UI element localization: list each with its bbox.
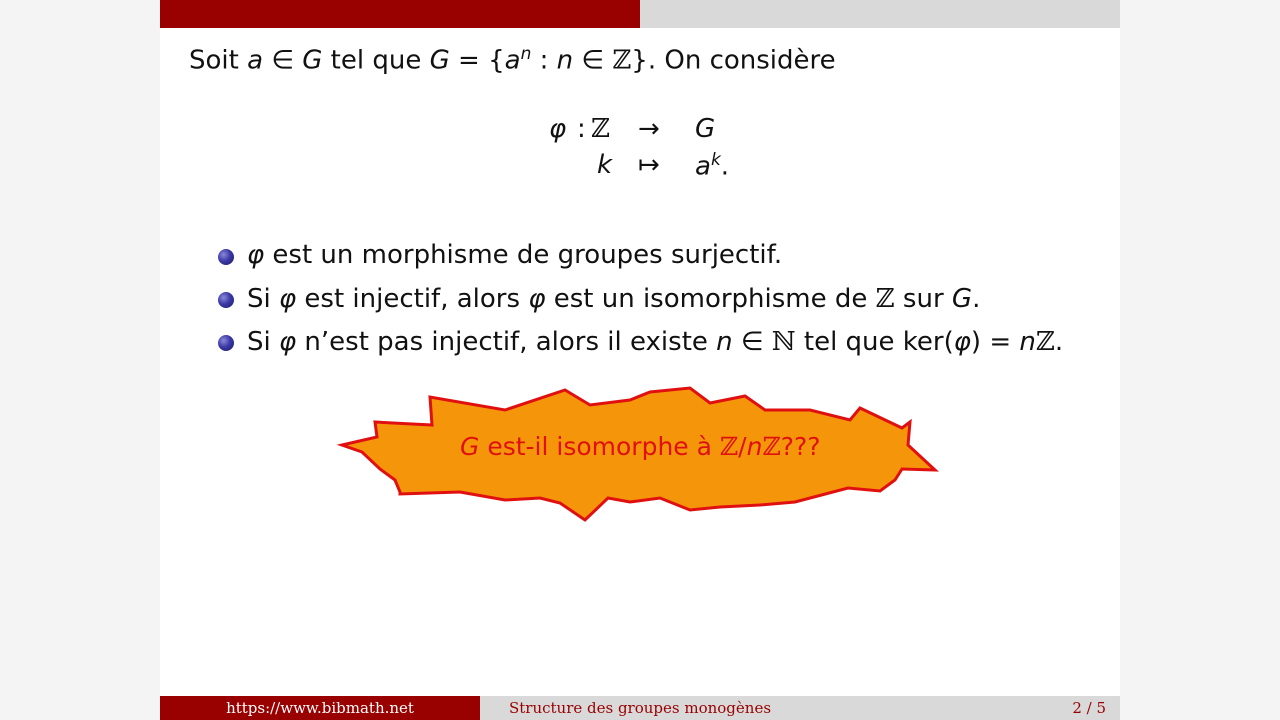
footer-url[interactable]: https://www.bibmath.net	[160, 696, 480, 720]
bullet-3-in: ∈	[740, 327, 764, 357]
footer-page-number	[800, 696, 1120, 720]
intro-n-sup: n	[520, 44, 532, 64]
intro-soit: Soit	[189, 45, 239, 76]
bullet-2-phi: φ	[279, 284, 297, 314]
bullet-1-phi: φ	[247, 240, 265, 270]
map-period: .	[720, 151, 730, 182]
intro-tel-que: tel que	[330, 45, 422, 76]
bullet-1-text: est un morphisme de groupes surjectif.	[272, 240, 783, 270]
callout-Z: ℤ	[719, 432, 739, 461]
footer-page-number-text: 2 / 5	[1072, 699, 1106, 717]
bullet-3-text1: n’est pas injectif, alors il existe	[304, 327, 708, 357]
bullet-3-Z: ℤ	[1035, 327, 1055, 357]
map-image-base: a	[695, 151, 711, 182]
map-domain: ℤ	[591, 114, 610, 144]
callout-n: n	[746, 432, 763, 461]
callout-G: G	[460, 432, 480, 461]
bullet-3-n: n	[716, 327, 733, 357]
intro-set-open: {	[488, 45, 505, 76]
intro-Z: ℤ	[612, 45, 632, 76]
callout-slash: /	[738, 432, 747, 461]
callout-text: est-il isomorphe à	[487, 432, 712, 461]
bullet-2-Z: ℤ	[875, 284, 895, 314]
bullet-3-end: .	[1054, 327, 1064, 357]
map-mapsto: ↦	[638, 150, 660, 180]
starburst-callout	[160, 0, 1120, 720]
intro-colon: :	[539, 45, 549, 76]
map-image-exp: k	[710, 150, 721, 170]
intro-a2: a	[504, 45, 521, 76]
bullet-2-sur: sur	[902, 284, 944, 314]
map-colon: :	[577, 114, 586, 144]
bullet-2-si: Si	[247, 284, 271, 314]
bullet-3-text3: ) =	[970, 327, 1012, 357]
callout-Z2: ℤ	[762, 432, 781, 461]
footer-title: Structure des groupes monogènes	[480, 696, 800, 720]
map-codomain: G	[695, 114, 716, 144]
bullet-3-phi: φ	[279, 327, 297, 357]
bullet-2-end: .	[972, 284, 981, 314]
map-phi: φ	[549, 114, 567, 144]
slide	[160, 0, 1120, 720]
intro-in2: ∈	[581, 45, 605, 76]
callout-qmarks: ???	[780, 432, 821, 461]
intro-a: a	[247, 45, 264, 76]
bullet-2-text2: est un isomorphisme de	[553, 284, 868, 314]
intro-in: ∈	[271, 45, 294, 76]
intro-on-considere: On considère	[664, 45, 836, 76]
intro-n: n	[556, 45, 574, 76]
intro-G2: G	[429, 45, 450, 76]
bullet-2-text1: est injectif, alors	[304, 284, 521, 314]
callout-question	[460, 432, 821, 461]
bullet-3-phi2: φ	[953, 327, 971, 357]
bullet-3-text2: tel que ker(	[803, 327, 954, 357]
bullet-3-N: ℕ	[771, 327, 796, 357]
intro-eq: =	[458, 45, 480, 76]
intro-set-close: }.	[631, 45, 657, 76]
bullet-3-n2: n	[1019, 327, 1036, 357]
bullet-2-G: G	[951, 284, 973, 314]
map-arrow: →	[638, 114, 660, 144]
map-var: k	[597, 150, 613, 180]
bullet-2-phi2: φ	[528, 284, 546, 314]
intro-G: G	[302, 45, 323, 76]
bullet-3-si: Si	[247, 327, 271, 357]
